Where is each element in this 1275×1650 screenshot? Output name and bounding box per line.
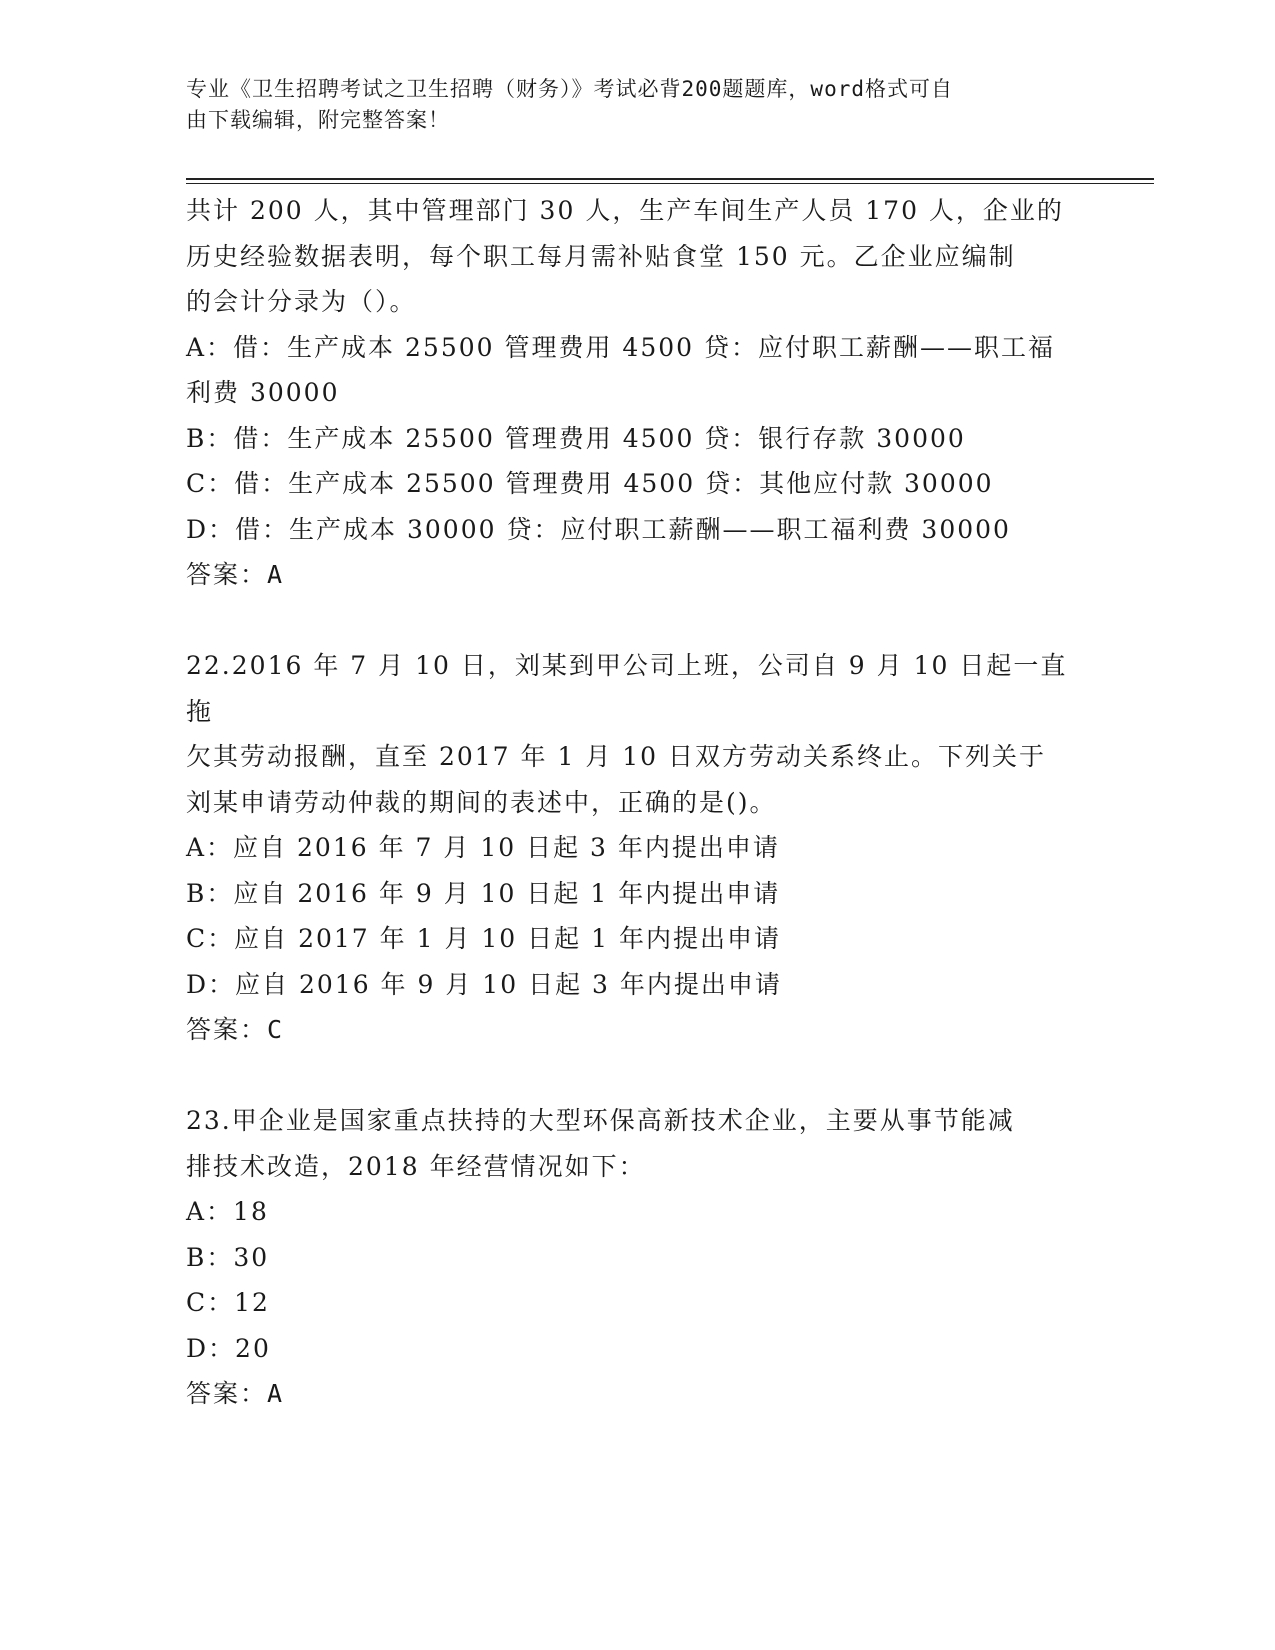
option-b: B：借：生产成本 25500 管理费用 4500 贷：银行存款 30000: [186, 423, 966, 453]
question-stem-line: 共计 200 人，其中管理部门 30 人，生产车间生产人员 170 人，企业的: [186, 196, 1064, 225]
question-23: [186, 1098, 1086, 1417]
option-a: A：18: [186, 1197, 269, 1226]
option-a: A：借：生产成本 25500 管理费用 4500 贷：应付职工薪酬——职工福: [186, 332, 1055, 362]
option-d: D：借：生产成本 30000 贷：应付职工薪酬——职工福利费 30000: [186, 514, 1011, 544]
header-line-1: 专业《卫生招聘考试之卫生招聘（财务）》考试必背200题题库，word格式可自: [186, 77, 953, 101]
spacer: [186, 598, 1086, 644]
question-21: [186, 188, 1086, 598]
option-d: D：应自 2016 年 9 月 10 日起 3 年内提出申请: [186, 969, 782, 999]
option-d: D：20: [186, 1333, 271, 1363]
option-a: A：应自 2016 年 7 月 10 日起 3 年内提出申请: [186, 833, 780, 862]
option-c: C：12: [186, 1288, 270, 1317]
header-divider-thick: [186, 178, 1154, 180]
document-body: [186, 188, 1086, 1417]
question-22: [186, 643, 1086, 1053]
option-b: B：应自 2016 年 9 月 10 日起 1 年内提出申请: [186, 878, 781, 908]
document-header: [186, 74, 1086, 136]
option-b: B：30: [186, 1242, 270, 1272]
question-stem-line: 的会计分录为（）。: [186, 287, 417, 316]
question-stem-line: 欠其劳动报酬，直至 2017 年 1 月 10 日双方劳动关系终止。下列关于: [186, 742, 1047, 771]
answer-line: 答案：C: [186, 1015, 285, 1044]
question-stem-line: 刘某申请劳动仲裁的期间的表述中，正确的是()。: [186, 787, 777, 817]
spacer: [186, 1053, 1086, 1099]
answer-line: 答案：A: [186, 1379, 285, 1408]
question-stem-line: 22.2016 年 7 月 10 日，刘某到甲公司上班，公司自 9 月 10 日起一直拖: [186, 651, 1068, 726]
option-c: C：借：生产成本 25500 管理费用 4500 贷：其他应付款 30000: [186, 469, 994, 498]
question-stem-line: 23.甲企业是国家重点扶持的大型环保高新技术企业，主要从事节能减: [186, 1106, 1015, 1135]
question-stem-line: 历史经验数据表明，每个职工每月需补贴食堂 150 元。乙企业应编制: [186, 241, 1016, 271]
header-divider-thin: [186, 183, 1154, 184]
answer-line: 答案：A: [186, 560, 285, 589]
header-line-2: 由下载编辑，附完整答案！: [186, 108, 450, 132]
option-c: C：应自 2017 年 1 月 10 日起 1 年内提出申请: [186, 924, 781, 953]
question-stem-line: 排技术改造，2018 年经营情况如下：: [186, 1151, 646, 1181]
option-a-continued: 利费 30000: [186, 378, 340, 407]
